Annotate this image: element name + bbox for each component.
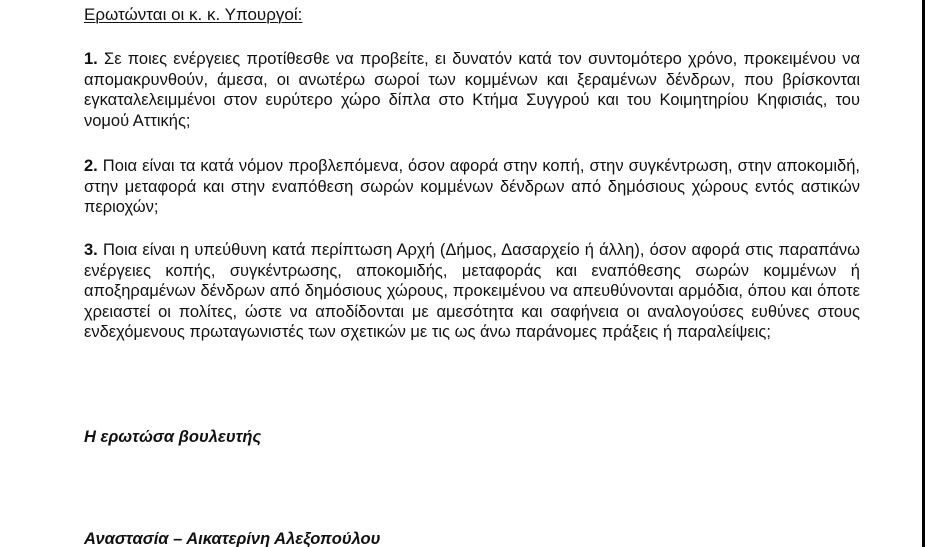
question-2 <box>84 156 860 218</box>
question-1 <box>84 49 860 131</box>
question-number: 1. <box>84 50 98 68</box>
question-number: 2. <box>84 157 98 175</box>
question-number: 3. <box>84 241 98 259</box>
question-text: Σε ποιες ενέργειες προτίθεσθε να προβείτε, ει δυνατόν κατά τον συντομότερο χρόνο, προκειμένου να απομακρυνθούν, άμεσα, οι ανωτέρω σωροί των κομμένων και ξεραμένων δένδρων, που βρίσκονται εγκαταλελειμμένοι στον ευρύτερο χώρο δίπλα στο Κτήμα Συγγρού και του Κοιμητηρίου Κηφισιάς, του νομού Αττικής; <box>84 50 860 130</box>
signer-title: Η ερωτώσα βουλευτής <box>84 428 262 446</box>
signer-name: Αναστασία – Αικατερίνη Αλεξοπούλου <box>84 530 381 547</box>
question-3 <box>84 240 860 343</box>
document-heading: Ερωτώνται οι κ. κ. Υπουργοί: <box>84 5 303 24</box>
question-text: Ποια είναι η υπεύθυνη κατά περίπτωση Αρχή (Δήμος, Δασαρχείο ή άλλη), όσον αφορά στις παραπάνω ενέργειες κοπής, συγκέντρωσης, αποκομιδής, μεταφοράς και εναπόθεσης σωρών κομμένων ή αποξηραμένων δένδρων από δημόσιους χώρους, προκειμένου να απευθύνονται αρμόδια, όπου και όποτε χρειαστεί οι πολίτες, ώστε να αποδίδονται με αμεσότητα και σαφήνεια οι αναλογούσες ευθύνες στους ενδεχόμενους πρωταγωνιστές των σχετικών με τις ως άνω παράνομες πράξεις ή παραλείψεις; <box>84 241 860 341</box>
question-text: Ποια είναι τα κατά νόμον προβλεπόμενα, όσον αφορά στην κοπή, στην συγκέντρωση, στην αποκομιδή, στην μεταφορά και στην εναπόθεση σωρών κομμένων δένδρων από δημόσιους χώρους εντός αστικών περιοχών; <box>84 157 860 216</box>
